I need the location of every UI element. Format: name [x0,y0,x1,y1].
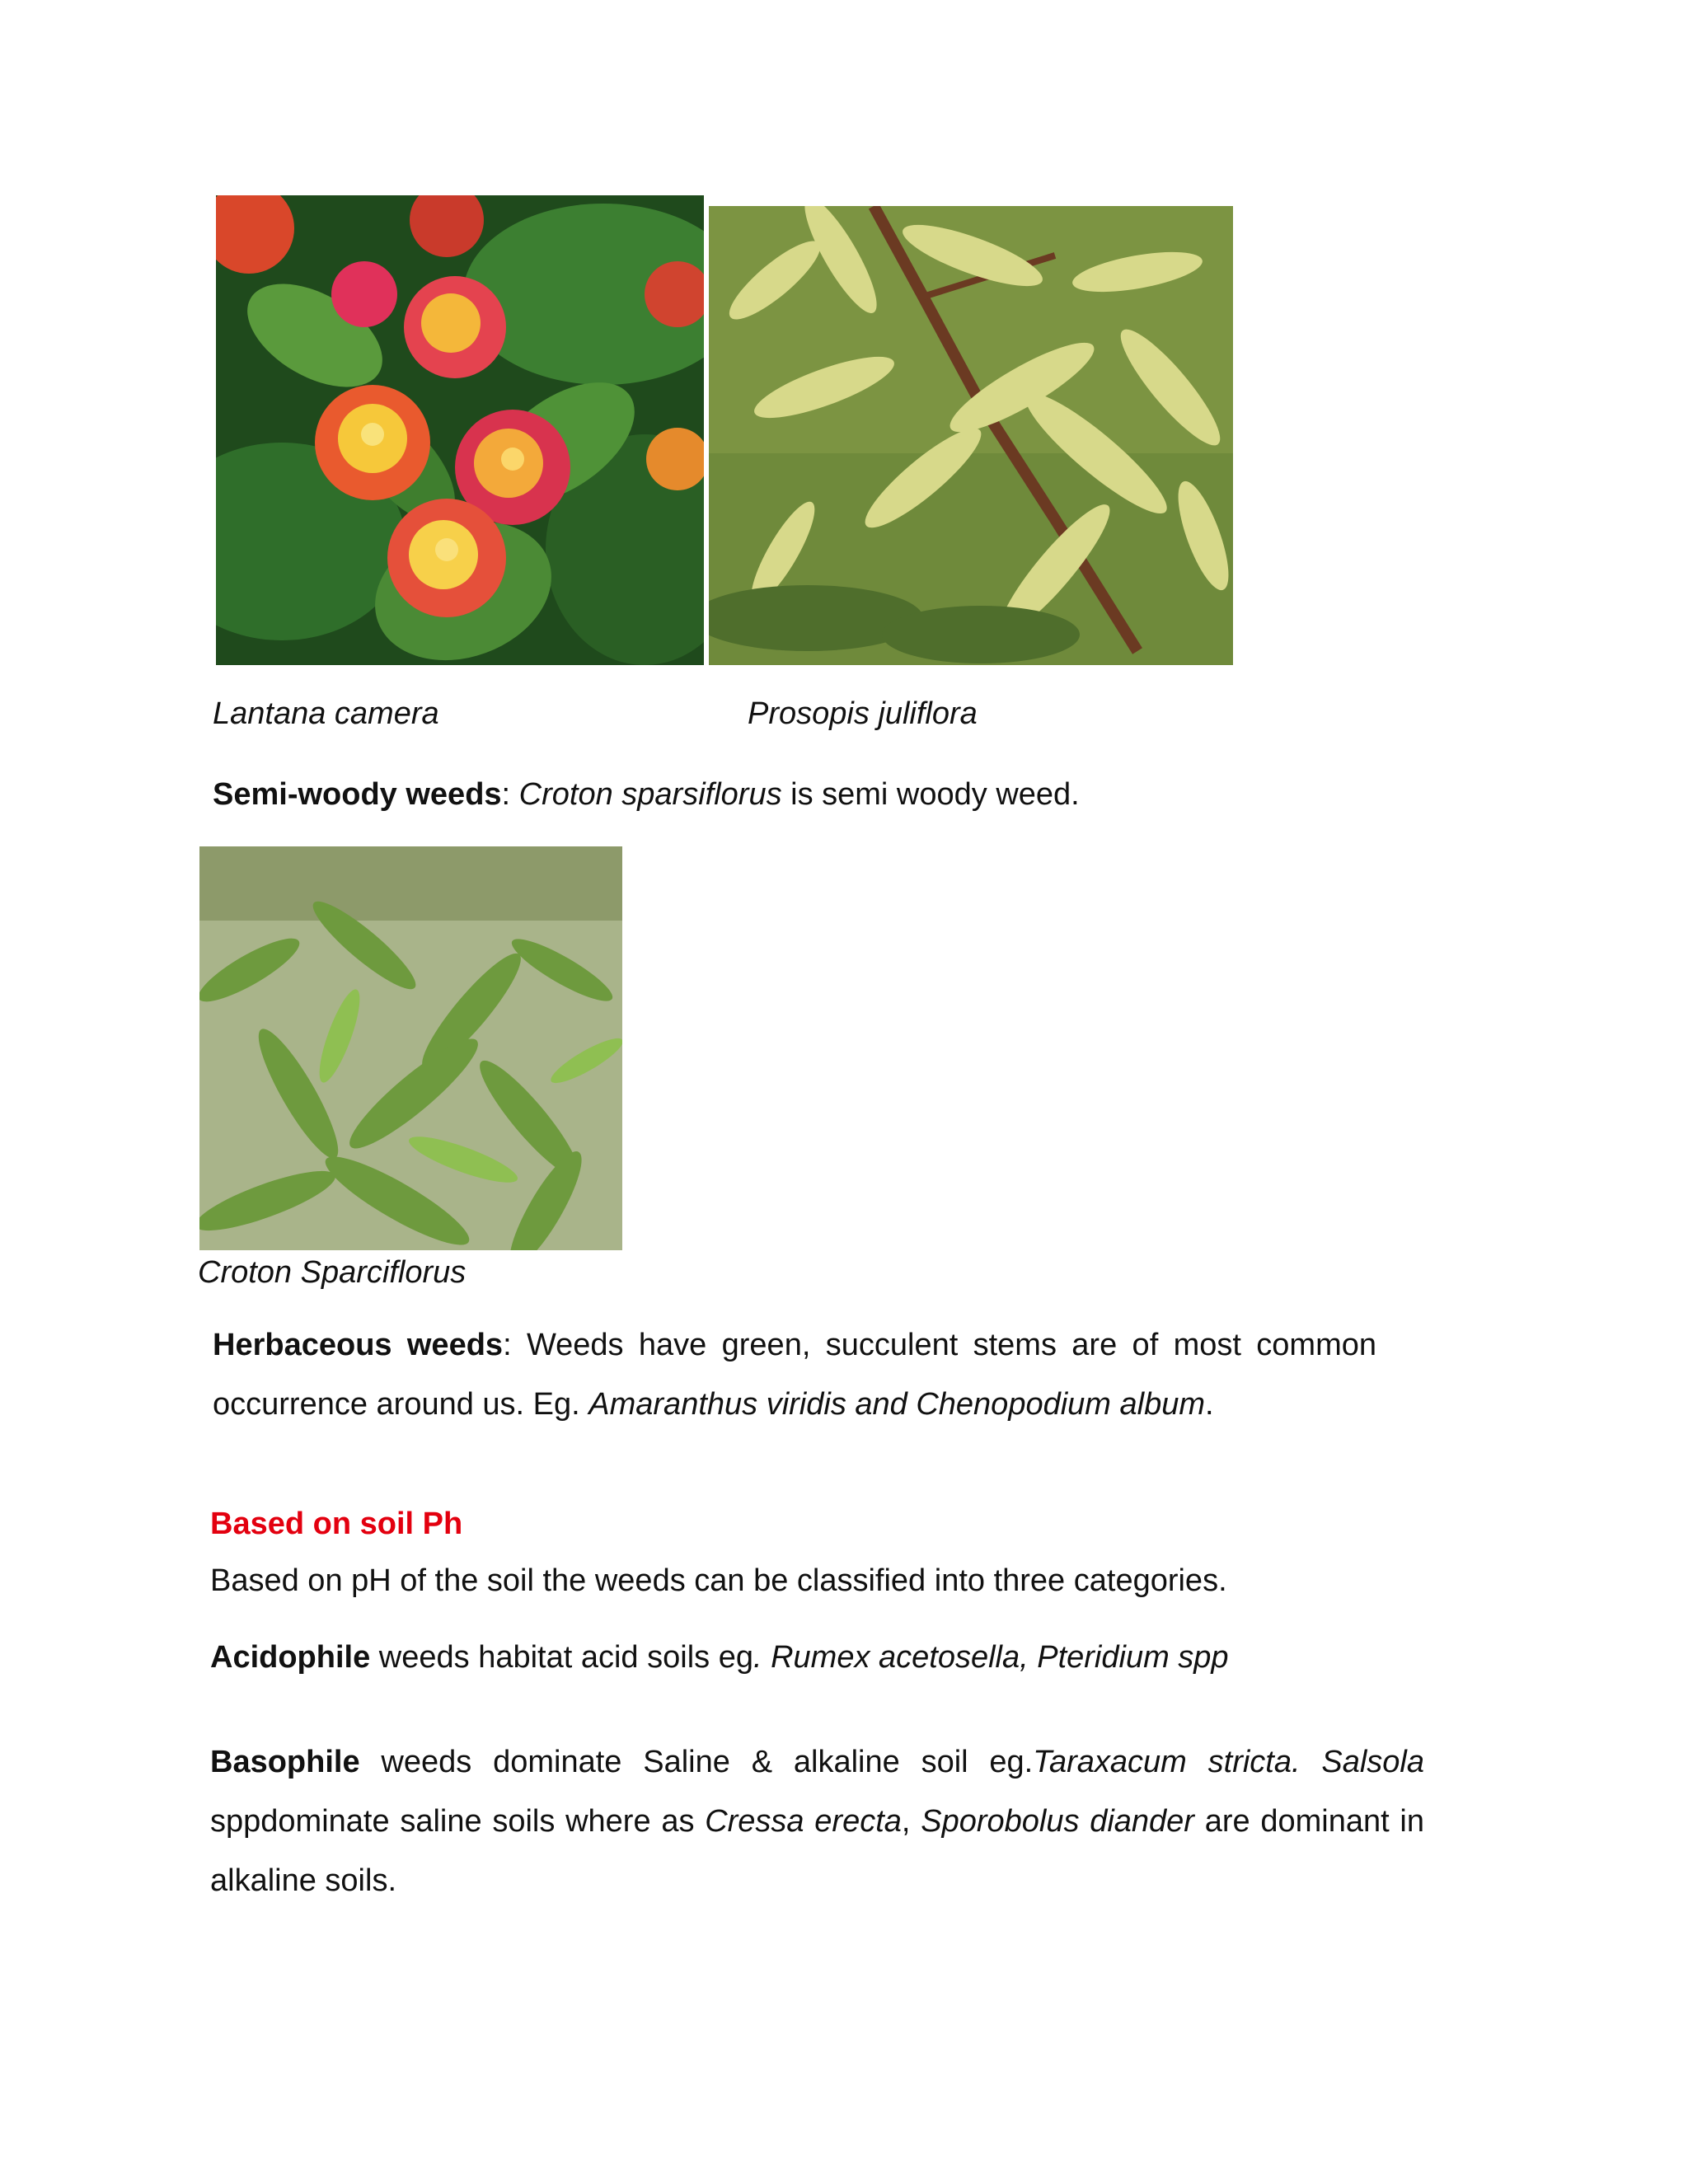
semi-woody-paragraph [213,765,1080,824]
basophile-text-1: weeds dominate Saline & alkaline soil eg. [359,1745,1034,1779]
croton-sparciflorus-photo [199,846,622,1250]
semi-woody-sep: : [501,777,519,812]
acidophile-species: . Rumex acetosella, Pteridium spp [753,1640,1229,1675]
prosopis-juliflora-photo [709,206,1233,665]
basophile-text-3: are dominant in alkaline soils. [210,1804,1424,1898]
basophile-sep: , [901,1804,921,1839]
basophile-paragraph [210,1732,1424,1910]
herbaceous-term: Herbaceous weeds [213,1328,504,1362]
basophile-species-2: Cressa erecta [705,1804,902,1839]
soil-ph-intro: Based on pH of the soil the weeds can be classified into three categories. [210,1563,1227,1598]
semi-woody-term: Semi-woody weeds [213,777,502,812]
basophile-text-2: sppdominate saline soils where as [210,1804,706,1839]
herbaceous-species: Amaranthus viridis and Chenopodium album [588,1387,1206,1422]
acidophile-text: weeds habitat acid soils eg [370,1640,753,1675]
lantana-caption: Lantana camera [213,696,439,731]
basophile-species-3: Sporobolus diander [921,1804,1194,1839]
prosopis-caption: Prosopis juliflora [748,696,978,731]
acidophile-paragraph [210,1628,1229,1687]
herbaceous-sep: : [503,1328,527,1362]
basophile-species-1: Taraxacum stricta. Salsola [1033,1745,1425,1779]
herbaceous-end: . [1205,1387,1214,1422]
lantana-camera-photo [216,195,704,665]
section-heading: Based on soil Ph [210,1507,463,1541]
semi-woody-rest: is semi woody weed. [781,777,1080,812]
basophile-term: Basophile [210,1745,360,1779]
acidophile-term: Acidophile [210,1640,371,1675]
herbaceous-text: Weeds have green, succulent stems are of most common occurrence around us. Eg. [213,1328,1376,1422]
semi-woody-species: Croton sparsiflorus [518,777,782,812]
croton-caption: Croton Sparciflorus [198,1255,467,1290]
herbaceous-paragraph [213,1315,1376,1434]
